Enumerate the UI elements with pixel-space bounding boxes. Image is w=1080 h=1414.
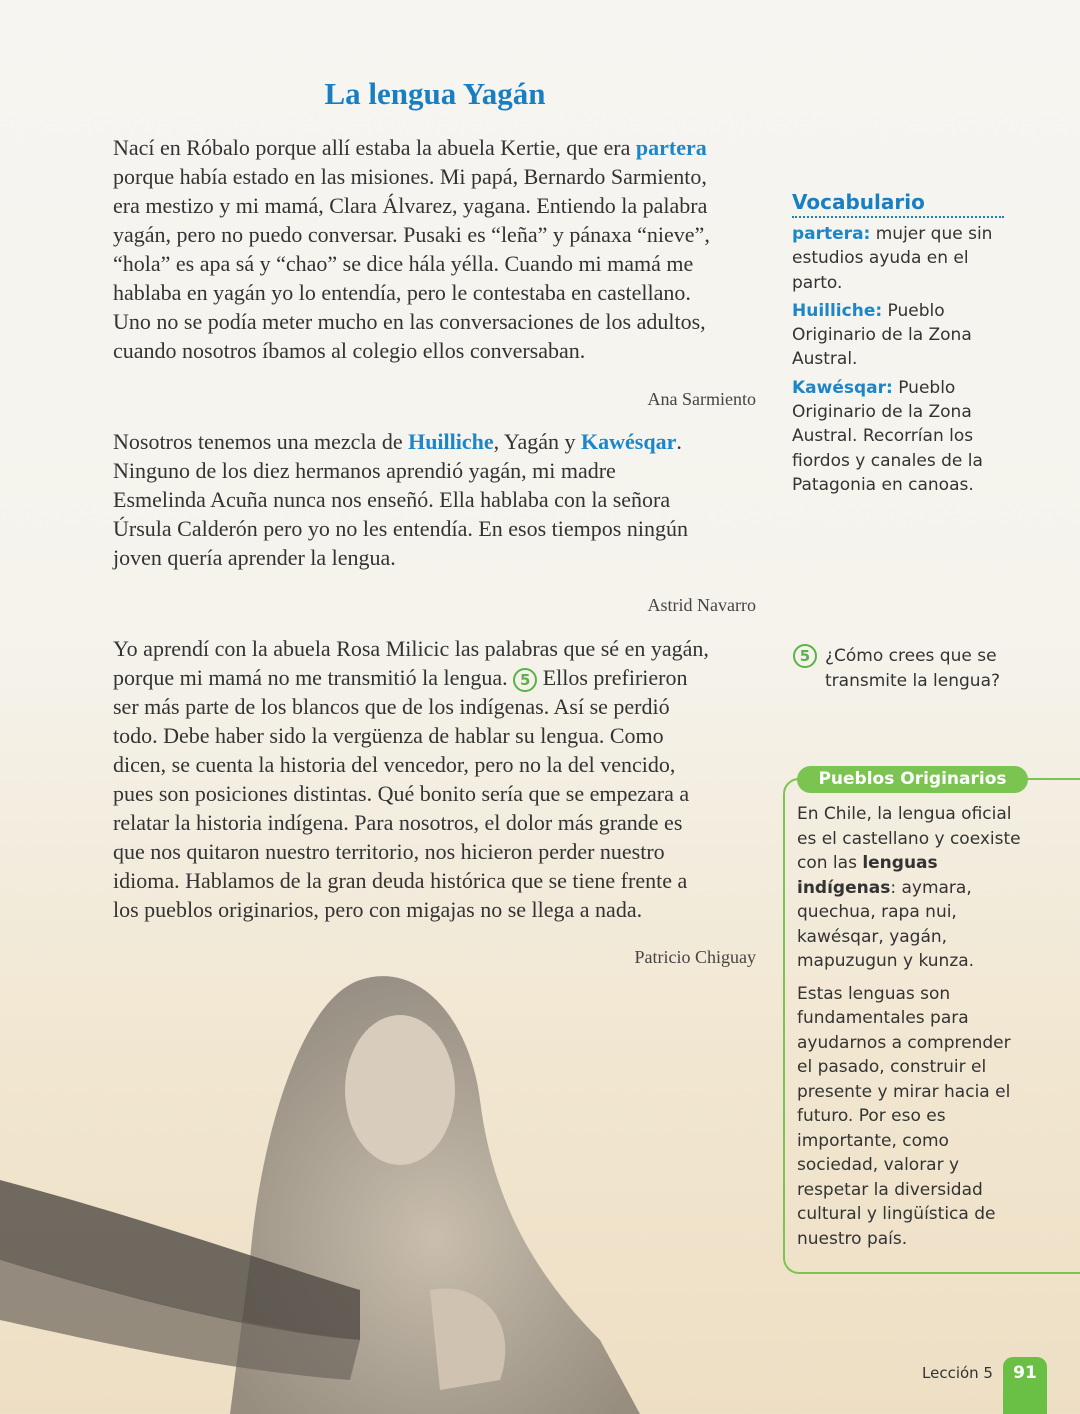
text: Nací en Róbalo porque allí estaba la abuela Kertie, que era (113, 135, 636, 160)
vocab-entry (792, 299, 1004, 372)
question-text: ¿Cómo crees que se transmite la lengua? (825, 646, 1001, 691)
vocab-link-partera[interactable]: partera (635, 135, 707, 160)
text-line: los pueblos originarios, pero con migajas no se llega a nada. (113, 897, 643, 922)
lesson-label: Lección 5 (922, 1364, 993, 1382)
page-title: La lengua Yagán (324, 76, 546, 111)
question-marker: 5 (513, 668, 537, 692)
page-number: 91 (1003, 1357, 1047, 1414)
text-line: idioma. Hablamos de la gran deuda histórica que se tiene frente a (113, 868, 688, 893)
text-line: Esmelinda Acuña nunca nos enseñó. Ella hablaba con la señora (113, 487, 671, 512)
text-line: “hola” es apa sá y “chao” se dice hála yélla. Cuando mi mamá me (113, 251, 694, 276)
term: partera: (792, 224, 871, 244)
text-line: que nos quitaron nuestro territorio, nos hicieron perder nuestro (113, 839, 665, 864)
definition: Pueblo Originario de la Zona Austral. Recorrían los fiordos y canales de la Patagonia en canoas. (792, 377, 983, 495)
illustration-yagan-woman (0, 960, 760, 1414)
vocab-link-kawesqar[interactable]: Kawésqar (581, 429, 677, 454)
bold-text: lenguas indígenas (797, 853, 938, 898)
text: En Chile, la lengua oficial es el castellano y coexiste con las (797, 804, 1021, 873)
text: , Yagán y (493, 429, 582, 454)
term: Huilliche: (792, 300, 883, 321)
question-number: 5 (793, 644, 817, 668)
testimony-2 (113, 427, 688, 572)
text: : aymara, quechua, rapa nui, kawésqar, yagán, mapuzugun y kunza. (797, 877, 975, 971)
text-line: Uno no se podía meter mucho en las conversaciones de los adultos, (113, 309, 706, 334)
text-line: cuando nosotros íbamos al colegio ellos conversaban. (113, 338, 586, 363)
box-paragraph: Estas lenguas son fundamentales para ayudarnos a comprender el pasado, construir el presente y mirar hacia el futuro. Por eso es importante, como sociedad, valorar y respetar la diversidad cultural y lingüística de nuestro país. (797, 983, 1011, 1249)
text-line: pues son posiciones distintas. Qué bonito sería que se empezara a (113, 781, 690, 806)
text-line: ser más parte de los blancos que de los indígenas. Así se perdió (113, 694, 670, 719)
text-line: joven quería aprender la lengua. (113, 545, 396, 570)
author: Patricio Chiguay (634, 947, 756, 967)
text: porque mi mamá no me transmitió la lengua. (113, 665, 514, 690)
vocabulary-panel (792, 190, 1004, 501)
text-line: Ninguno de los diez hermanos aprendió yagán, mi madre (113, 458, 616, 483)
text-line: dicen, se cuenta la historia del vencedor, pero no la del vencido, (113, 752, 676, 777)
definition: Pueblo Originario de la Zona Austral. (792, 300, 972, 370)
testimony-1 (113, 133, 710, 365)
testimony-3 (113, 634, 709, 924)
text-line: todo. Debe haber sido la vergüenza de hablar su lengua. Como (113, 723, 664, 748)
text-line: hablaba en yagán yo lo entendía, pero le contestaba en castellano. (113, 280, 691, 305)
text-line: Úrsula Calderón pero yo no les entendía. En esos tiempos ningún (113, 516, 688, 541)
definition: mujer que sin estudios ayuda en el parto. (792, 224, 993, 293)
vocabulary-heading: Vocabulario (792, 190, 1004, 218)
question-5 (793, 644, 1010, 693)
vocab-entry (792, 376, 1004, 497)
author: Ana Sarmiento (647, 389, 756, 409)
text: Nosotros tenemos una mezcla de (113, 429, 409, 454)
text-line: yagán, pero no puedo conversar. Pusaki es “leña” y pánaxa “nieve”, (113, 222, 710, 247)
author: Astrid Navarro (647, 595, 756, 615)
text-line: era mestizo y mi mamá, Clara Álvarez, yagana. Entiendo la palabra (113, 193, 708, 218)
vocab-link-huilliche[interactable]: Huilliche (408, 429, 494, 454)
text: Ellos prefirieron (537, 665, 688, 690)
box-heading: Pueblos Originarios (797, 766, 1028, 793)
text: . (676, 429, 682, 454)
text-line: Yo aprendí con la abuela Rosa Milicic las palabras que sé en yagán, (113, 636, 709, 661)
box-content (797, 802, 1027, 1259)
term: Kawésqar: (792, 377, 893, 398)
vocab-entry (792, 222, 1004, 295)
text-line: porque había estado en las misiones. Mi papá, Bernardo Sarmiento, (113, 164, 707, 189)
text-line: relatar la historia indígena. Para nosotros, el dolor más grande es (113, 810, 683, 835)
box-paragraph (797, 802, 1027, 974)
